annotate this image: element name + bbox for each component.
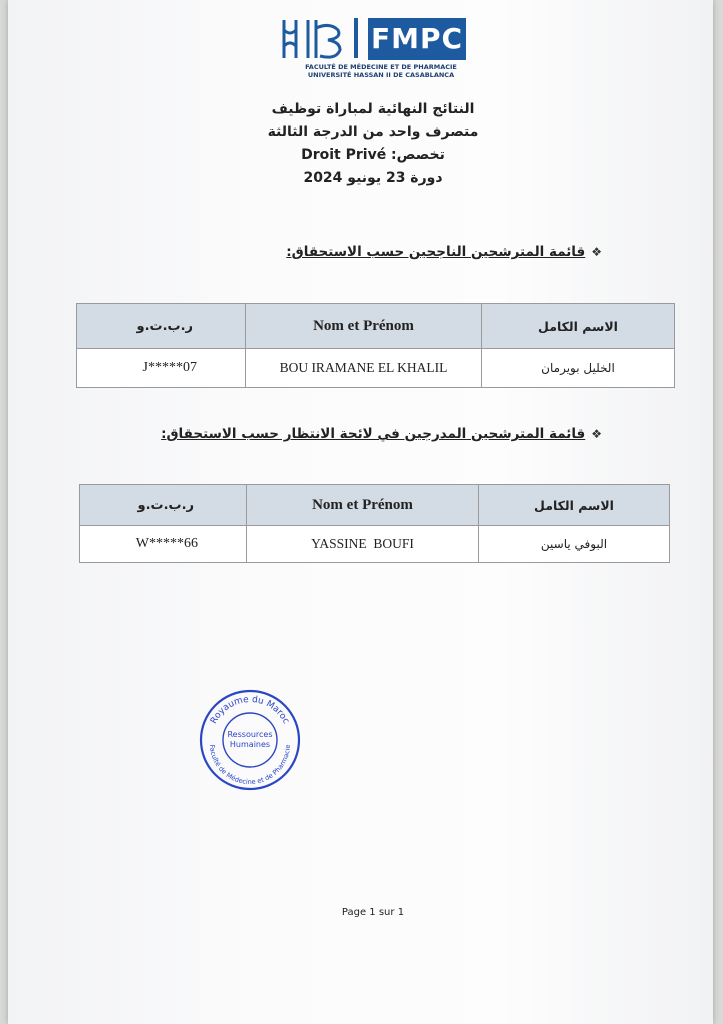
logo-divider [354, 18, 358, 58]
cell-id: W*****66 [80, 526, 247, 563]
header-id: ر.ب.ت.و [80, 485, 247, 526]
stamp-top-text: Royaume du Maroc [209, 694, 291, 726]
header-arabic-name: الاسم الكامل [479, 485, 670, 526]
cell-arabic-name: البوفي ياسين [479, 526, 670, 563]
diamond-bullet-icon: ❖ [591, 245, 602, 259]
logo-subtitle-line2: UNIVERSITÉ HASSAN II DE CASABLANCA [307, 71, 455, 79]
logo-subtitle-line1: FACULTÉ DE MÉDECINE ET DE PHARMACIE [305, 63, 457, 71]
title-line4: دورة 23 يونيو 2024 [303, 170, 443, 186]
stamp-bottom-text: Faculté de Médecine et de Pharmacie [207, 744, 293, 787]
logo-fmpc: FMPC [368, 18, 466, 60]
cell-name: BOU IRAMANE EL KHALIL [246, 349, 482, 388]
page-number: Page 1 sur 1 [341, 907, 405, 918]
title-line2: متصرف واحد من الدرجة الثالثة [267, 124, 479, 140]
table-row [77, 349, 675, 388]
stamp-center-line2: Humaines [229, 740, 271, 749]
stamp-center-line1: Ressources [227, 730, 273, 739]
table-header-row [77, 304, 675, 349]
cell-arabic-name: الخليل بويرمان [482, 349, 675, 388]
section2-title-text: قائمة المترشحين المدرجين في لائحة الانتظار حسب الاستحقاق: [161, 426, 586, 442]
title-line1: النتائج النهائية لمباراة توظيف [271, 101, 475, 117]
section1-title [286, 244, 602, 260]
waiting-list-table [79, 484, 670, 563]
table-header-row [80, 485, 670, 526]
logo-subtitle [286, 63, 476, 79]
header-arabic-name: الاسم الكامل [482, 304, 675, 349]
diamond-bullet-icon: ❖ [591, 427, 602, 441]
table-row [80, 526, 670, 563]
section2-title [161, 426, 602, 442]
title-line3: تخصص: Droit Privé [301, 147, 445, 163]
section1-title-text: قائمة المترشحين الناجحين حسب الاستحقاق: [286, 244, 586, 260]
header-id: ر.ب.ت.و [77, 304, 246, 349]
fmpc-emblem-icon [278, 16, 350, 62]
admitted-table [76, 303, 675, 388]
document-titles [158, 98, 588, 190]
header-name: Nom et Prénom [247, 485, 479, 526]
cell-name: YASSINE BOUFI [247, 526, 479, 563]
header-name: Nom et Prénom [246, 304, 482, 349]
document-page [8, 0, 713, 1024]
official-stamp [198, 688, 302, 792]
cell-id: J*****07 [77, 349, 246, 388]
